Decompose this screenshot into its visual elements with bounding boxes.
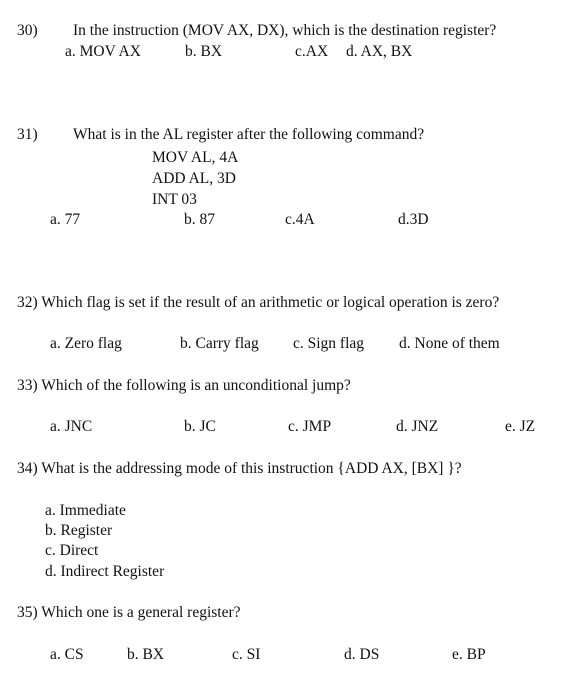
question-34-option-c: c. Direct <box>45 542 99 559</box>
question-30-option-d: d. AX, BX <box>346 43 413 60</box>
question-30-text: In the instruction (MOV AX, DX), which is the destination register? <box>73 22 497 39</box>
question-32-option-d: d. None of them <box>399 335 500 352</box>
question-30-number: 30) <box>17 22 38 39</box>
question-35-text: 35) Which one is a general register? <box>17 604 241 621</box>
question-32-option-b: b. Carry flag <box>180 335 259 352</box>
question-34-text: 34) What is the addressing mode of this instruction {ADD AX, [BX] }? <box>17 460 462 477</box>
question-31-option-a: a. 77 <box>50 211 81 228</box>
question-34-option-b: b. Register <box>45 522 113 539</box>
question-34-option-d: d. Indirect Register <box>45 563 165 580</box>
question-34-option-a: a. Immediate <box>45 502 126 519</box>
question-35-option-a: a. CS <box>50 646 84 663</box>
question-30-option-c: c.AX <box>295 43 329 60</box>
question-33-option-b: b. JC <box>184 418 216 435</box>
question-31-text: What is in the AL register after the following command? <box>73 126 425 143</box>
question-30-option-a: a. MOV AX <box>65 43 141 60</box>
question-31-option-d: d.3D <box>398 211 429 228</box>
question-30-option-b: b. BX <box>185 43 223 60</box>
question-33-option-d: d. JNZ <box>396 418 439 435</box>
question-31-code-line-1: MOV AL, 4A <box>152 149 239 166</box>
question-35-option-b: b. BX <box>127 646 165 663</box>
question-35-option-d: d. DS <box>344 646 380 663</box>
question-35-option-e: e. BP <box>452 646 486 663</box>
question-31-code-line-2: ADD AL, 3D <box>152 170 236 187</box>
question-33-text: 33) Which of the following is an unconditional jump? <box>17 377 351 394</box>
question-32-option-c: c. Sign flag <box>293 335 365 352</box>
question-35-option-c: c. SI <box>232 646 261 663</box>
question-33-option-c: c. JMP <box>288 418 332 435</box>
question-31-option-b: b. 87 <box>184 211 215 228</box>
question-33-option-a: a. JNC <box>50 418 93 435</box>
question-31-option-c: c.4A <box>285 211 315 228</box>
question-32-text: 32) Which flag is set if the result of an arithmetic or logical operation is zero? <box>17 294 500 311</box>
question-31-code-line-3: INT 03 <box>152 191 197 208</box>
question-31-number: 31) <box>17 126 38 143</box>
question-32-option-a: a. Zero flag <box>50 335 122 352</box>
question-33-option-e: e. JZ <box>505 418 536 435</box>
